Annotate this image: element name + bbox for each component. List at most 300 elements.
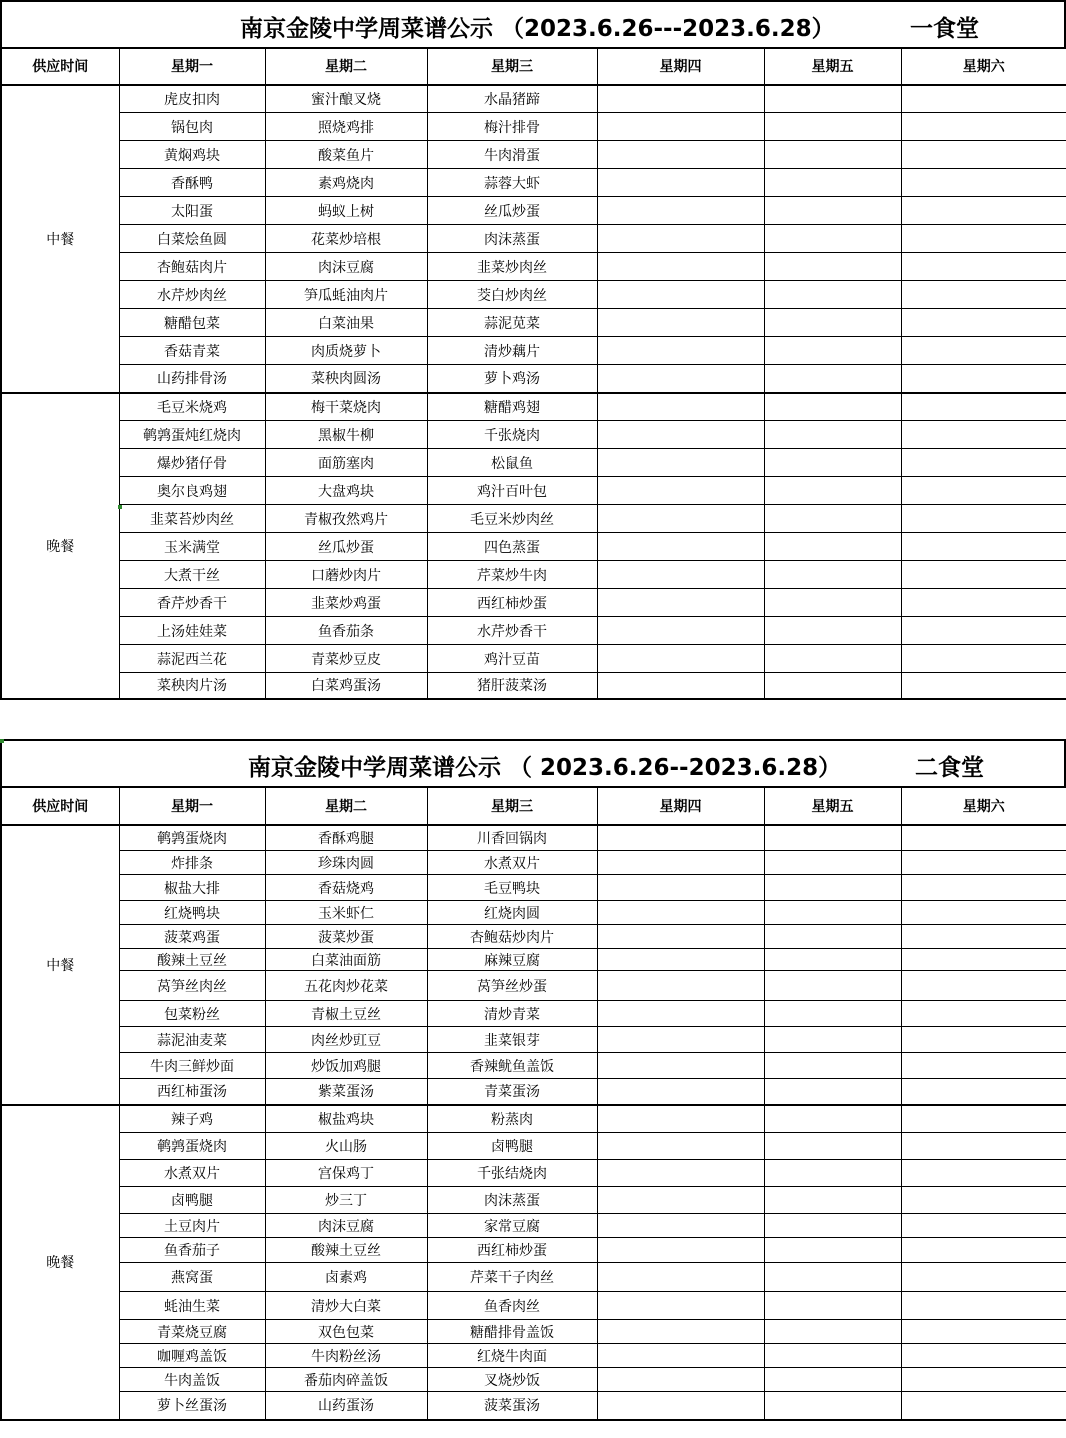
empty-day-cell	[901, 1001, 1066, 1027]
empty-day-cell	[597, 1263, 764, 1292]
column-header-day: 星期六	[901, 49, 1066, 85]
dish-cell: 山药蛋汤	[265, 1392, 427, 1420]
cell-comment-marker	[0, 739, 4, 743]
dish-cell: 酸辣土豆丝	[119, 949, 265, 971]
table-row	[1, 309, 1066, 337]
dish-cell: 大煮干丝	[119, 561, 265, 589]
empty-day-cell	[764, 449, 901, 477]
empty-day-cell	[597, 1133, 764, 1160]
dish-cell: 蒜泥油麦菜	[119, 1027, 265, 1053]
empty-day-cell	[764, 477, 901, 505]
menu-table	[0, 48, 1066, 700]
empty-day-cell	[901, 1079, 1066, 1105]
empty-day-cell	[597, 1053, 764, 1079]
table-row	[1, 197, 1066, 225]
table-row	[1, 421, 1066, 449]
dish-cell: 酸辣土豆丝	[265, 1238, 427, 1263]
dish-cell: 芹菜炒牛肉	[427, 561, 597, 589]
empty-day-cell	[901, 875, 1066, 901]
empty-day-cell	[901, 281, 1066, 309]
empty-day-cell	[764, 925, 901, 949]
empty-day-cell	[901, 1238, 1066, 1263]
dish-cell: 水煮双片	[119, 1160, 265, 1187]
meal-period-label: 晚餐	[1, 393, 119, 699]
empty-day-cell	[597, 673, 764, 699]
header-row	[1, 788, 1066, 825]
dish-cell: 香酥鸡腿	[265, 825, 427, 851]
column-header-day: 星期二	[265, 49, 427, 85]
empty-day-cell	[901, 1053, 1066, 1079]
table-row	[1, 1133, 1066, 1160]
column-header-day: 星期一	[119, 788, 265, 825]
empty-day-cell	[764, 875, 901, 901]
dish-cell: 玉米满堂	[119, 533, 265, 561]
canteen-name: 二食堂	[915, 755, 984, 781]
table-row	[1, 949, 1066, 971]
empty-day-cell	[597, 901, 764, 925]
dish-cell: 韭菜苔炒肉丝	[119, 505, 265, 533]
dish-cell: 椒盐鸡块	[265, 1105, 427, 1133]
column-header-day: 星期一	[119, 49, 265, 85]
table-row	[1, 169, 1066, 197]
dish-cell: 鱼香肉丝	[427, 1292, 597, 1320]
empty-day-cell	[764, 589, 901, 617]
empty-day-cell	[597, 85, 764, 113]
dish-cell: 炒饭加鸡腿	[265, 1053, 427, 1079]
dish-cell: 山药排骨汤	[119, 365, 265, 393]
dish-cell: 糖醋鸡翅	[427, 393, 597, 421]
dish-cell: 菠菜鸡蛋	[119, 925, 265, 949]
table-row	[1, 281, 1066, 309]
empty-day-cell	[901, 1320, 1066, 1344]
dish-cell: 糖醋排骨盖饭	[427, 1320, 597, 1344]
dish-cell: 黑椒牛柳	[265, 421, 427, 449]
empty-day-cell	[764, 169, 901, 197]
empty-day-cell	[597, 617, 764, 645]
dish-cell: 肉沫蒸蛋	[427, 225, 597, 253]
empty-day-cell	[901, 365, 1066, 393]
dish-cell: 咖喱鸡盖饭	[119, 1344, 265, 1368]
empty-day-cell	[764, 113, 901, 141]
dish-cell: 上汤娃娃菜	[119, 617, 265, 645]
meal-period-label: 晚餐	[1, 1105, 119, 1420]
empty-day-cell	[597, 1344, 764, 1368]
dish-cell: 杏鲍菇炒肉片	[427, 925, 597, 949]
dish-cell: 白菜油果	[265, 309, 427, 337]
dish-cell: 水芹炒香干	[427, 617, 597, 645]
empty-day-cell	[597, 421, 764, 449]
empty-day-cell	[901, 337, 1066, 365]
dish-cell: 鹌鹑蛋烧肉	[119, 825, 265, 851]
dish-cell: 韭菜银芽	[427, 1027, 597, 1053]
table-row	[1, 337, 1066, 365]
empty-day-cell	[597, 197, 764, 225]
table-row	[1, 85, 1066, 113]
empty-day-cell	[597, 1392, 764, 1420]
table-row	[1, 1238, 1066, 1263]
empty-day-cell	[901, 1160, 1066, 1187]
dish-cell: 炸排条	[119, 851, 265, 875]
dish-cell: 双色包菜	[265, 1320, 427, 1344]
empty-day-cell	[764, 1053, 901, 1079]
empty-day-cell	[764, 673, 901, 699]
empty-day-cell	[597, 281, 764, 309]
empty-day-cell	[901, 85, 1066, 113]
table-row	[1, 1368, 1066, 1392]
dish-cell: 毛豆米炒肉丝	[427, 505, 597, 533]
empty-day-cell	[764, 617, 901, 645]
empty-day-cell	[597, 505, 764, 533]
dish-cell: 肉质烧萝卜	[265, 337, 427, 365]
empty-day-cell	[764, 141, 901, 169]
table-row	[1, 1027, 1066, 1053]
dish-cell: 五花肉炒花菜	[265, 971, 427, 1001]
empty-day-cell	[597, 1292, 764, 1320]
empty-day-cell	[597, 141, 764, 169]
dish-cell: 茭白炒肉丝	[427, 281, 597, 309]
dish-cell: 口蘑炒肉片	[265, 561, 427, 589]
empty-day-cell	[597, 851, 764, 875]
table-row	[1, 253, 1066, 281]
empty-day-cell	[597, 645, 764, 673]
column-header-day: 星期五	[764, 788, 901, 825]
empty-day-cell	[597, 1214, 764, 1238]
dish-cell: 猪肝菠菜汤	[427, 673, 597, 699]
table-row	[1, 1053, 1066, 1079]
dish-cell: 牛肉三鲜炒面	[119, 1053, 265, 1079]
dish-cell: 菜秧肉圆汤	[265, 365, 427, 393]
empty-day-cell	[901, 1292, 1066, 1320]
table-row	[1, 393, 1066, 421]
empty-day-cell	[597, 1105, 764, 1133]
empty-day-cell	[764, 393, 901, 421]
table-row	[1, 1263, 1066, 1292]
menu-sheet-canteen-2	[0, 739, 1066, 1421]
dish-cell: 卤鸭腿	[119, 1187, 265, 1214]
dish-cell: 肉丝炒豇豆	[265, 1027, 427, 1053]
empty-day-cell	[764, 1238, 901, 1263]
empty-day-cell	[901, 477, 1066, 505]
table-row	[1, 1320, 1066, 1344]
empty-day-cell	[901, 1105, 1066, 1133]
dish-cell: 青椒孜然鸡片	[265, 505, 427, 533]
table-row	[1, 225, 1066, 253]
table-row	[1, 971, 1066, 1001]
empty-day-cell	[764, 1079, 901, 1105]
empty-day-cell	[901, 1214, 1066, 1238]
empty-day-cell	[901, 169, 1066, 197]
dish-cell: 西红柿炒蛋	[427, 1238, 597, 1263]
column-header-day: 星期二	[265, 788, 427, 825]
title-bar	[0, 0, 1066, 48]
dish-cell: 黄焖鸡块	[119, 141, 265, 169]
empty-day-cell	[901, 617, 1066, 645]
dish-cell: 爆炒猪仔骨	[119, 449, 265, 477]
table-row	[1, 1292, 1066, 1320]
empty-day-cell	[901, 1344, 1066, 1368]
empty-day-cell	[597, 393, 764, 421]
dish-cell: 笋瓜蚝油肉片	[265, 281, 427, 309]
dish-cell: 奥尔良鸡翅	[119, 477, 265, 505]
empty-day-cell	[764, 1001, 901, 1027]
empty-day-cell	[764, 825, 901, 851]
dish-cell: 玉米虾仁	[265, 901, 427, 925]
meal-period-label: 中餐	[1, 85, 119, 393]
dish-cell: 酸菜鱼片	[265, 141, 427, 169]
dish-cell: 菠菜炒蛋	[265, 925, 427, 949]
empty-day-cell	[597, 925, 764, 949]
empty-day-cell	[597, 875, 764, 901]
empty-day-cell	[597, 561, 764, 589]
dish-cell: 花菜炒培根	[265, 225, 427, 253]
dish-cell: 粉蒸肉	[427, 1105, 597, 1133]
table-row	[1, 477, 1066, 505]
dish-cell: 大盘鸡块	[265, 477, 427, 505]
empty-day-cell	[901, 449, 1066, 477]
empty-day-cell	[901, 309, 1066, 337]
table-row	[1, 505, 1066, 533]
table-row	[1, 1392, 1066, 1420]
dish-cell: 梅汁排骨	[427, 113, 597, 141]
empty-day-cell	[901, 589, 1066, 617]
empty-day-cell	[901, 851, 1066, 875]
dish-cell: 杏鲍菇肉片	[119, 253, 265, 281]
table-row	[1, 645, 1066, 673]
empty-day-cell	[597, 113, 764, 141]
empty-day-cell	[597, 1368, 764, 1392]
page-title: 南京金陵中学周菜谱公示 （2023.6.26---2023.6.28）	[240, 16, 835, 42]
empty-day-cell	[901, 949, 1066, 971]
dish-cell: 莴笋丝炒蛋	[427, 971, 597, 1001]
dish-cell: 鱼香茄条	[265, 617, 427, 645]
dish-cell: 蒜泥苋菜	[427, 309, 597, 337]
empty-day-cell	[597, 825, 764, 851]
empty-day-cell	[764, 197, 901, 225]
empty-day-cell	[597, 169, 764, 197]
column-header-day: 星期六	[901, 788, 1066, 825]
empty-day-cell	[764, 309, 901, 337]
dish-cell: 鸡汁百叶包	[427, 477, 597, 505]
column-header-day: 星期五	[764, 49, 901, 85]
empty-day-cell	[764, 851, 901, 875]
dish-cell: 菠菜蛋汤	[427, 1392, 597, 1420]
empty-day-cell	[597, 253, 764, 281]
empty-day-cell	[901, 1187, 1066, 1214]
empty-day-cell	[764, 901, 901, 925]
dish-cell: 叉烧炒饭	[427, 1368, 597, 1392]
table-row	[1, 901, 1066, 925]
dish-cell: 萝卜丝蛋汤	[119, 1392, 265, 1420]
empty-day-cell	[764, 533, 901, 561]
dish-cell: 丝瓜炒蛋	[265, 533, 427, 561]
empty-day-cell	[597, 1320, 764, 1344]
dish-cell: 面筋塞肉	[265, 449, 427, 477]
dish-cell: 毛豆鸭块	[427, 875, 597, 901]
dish-cell: 韭菜炒鸡蛋	[265, 589, 427, 617]
empty-day-cell	[901, 533, 1066, 561]
dish-cell: 松鼠鱼	[427, 449, 597, 477]
dish-cell: 太阳蛋	[119, 197, 265, 225]
dish-cell: 清炒青菜	[427, 1001, 597, 1027]
dish-cell: 糖醋包菜	[119, 309, 265, 337]
empty-day-cell	[764, 949, 901, 971]
dish-cell: 毛豆米烧鸡	[119, 393, 265, 421]
dish-cell: 清炒藕片	[427, 337, 597, 365]
dish-cell: 千张烧肉	[427, 421, 597, 449]
empty-day-cell	[597, 1238, 764, 1263]
title-bar	[0, 739, 1066, 787]
menu-sheet-canteen-1	[0, 0, 1066, 700]
empty-day-cell	[597, 365, 764, 393]
page-title: 南京金陵中学周菜谱公示 （ 2023.6.26--2023.6.28）	[248, 755, 842, 781]
empty-day-cell	[764, 85, 901, 113]
table-row	[1, 1079, 1066, 1105]
empty-day-cell	[901, 113, 1066, 141]
dish-cell: 蒜泥西兰花	[119, 645, 265, 673]
dish-cell: 莴笋丝肉丝	[119, 971, 265, 1001]
dish-cell: 梅干菜烧肉	[265, 393, 427, 421]
dish-cell: 香酥鸭	[119, 169, 265, 197]
empty-day-cell	[597, 533, 764, 561]
table-row	[1, 1001, 1066, 1027]
empty-day-cell	[764, 281, 901, 309]
empty-day-cell	[901, 925, 1066, 949]
empty-day-cell	[901, 1263, 1066, 1292]
dish-cell: 肉沫蒸蛋	[427, 1187, 597, 1214]
dish-cell: 番茄肉碎盖饭	[265, 1368, 427, 1392]
table-row	[1, 673, 1066, 699]
empty-day-cell	[597, 971, 764, 1001]
canteen-name: 一食堂	[910, 16, 979, 42]
header-row	[1, 49, 1066, 85]
empty-day-cell	[901, 421, 1066, 449]
empty-day-cell	[597, 1160, 764, 1187]
column-header-time: 供应时间	[1, 788, 119, 825]
dish-cell: 火山肠	[265, 1133, 427, 1160]
dish-cell: 锅包肉	[119, 113, 265, 141]
dish-cell: 丝瓜炒蛋	[427, 197, 597, 225]
dish-cell: 卤素鸡	[265, 1263, 427, 1292]
empty-day-cell	[764, 365, 901, 393]
empty-day-cell	[901, 901, 1066, 925]
dish-cell: 红烧牛肉面	[427, 1344, 597, 1368]
dish-cell: 水煮双片	[427, 851, 597, 875]
empty-day-cell	[597, 309, 764, 337]
column-header-day: 星期四	[597, 49, 764, 85]
empty-day-cell	[764, 1133, 901, 1160]
dish-cell: 香菇青菜	[119, 337, 265, 365]
dish-cell: 素鸡烧肉	[265, 169, 427, 197]
empty-day-cell	[901, 971, 1066, 1001]
table-row	[1, 1105, 1066, 1133]
empty-day-cell	[764, 225, 901, 253]
dish-cell: 千张结烧肉	[427, 1160, 597, 1187]
dish-cell: 鹌鹑蛋烧肉	[119, 1133, 265, 1160]
dish-cell: 香辣鱿鱼盖饭	[427, 1053, 597, 1079]
dish-cell: 宫保鸡丁	[265, 1160, 427, 1187]
meal-period-label: 中餐	[1, 825, 119, 1105]
dish-cell: 炒三丁	[265, 1187, 427, 1214]
empty-day-cell	[764, 561, 901, 589]
dish-cell: 韭菜炒肉丝	[427, 253, 597, 281]
table-row	[1, 825, 1066, 851]
table-row	[1, 875, 1066, 901]
dish-cell: 水芹炒肉丝	[119, 281, 265, 309]
dish-cell: 四色蒸蛋	[427, 533, 597, 561]
dish-cell: 肉沫豆腐	[265, 1214, 427, 1238]
table-row	[1, 449, 1066, 477]
empty-day-cell	[764, 1292, 901, 1320]
dish-cell: 西红柿蛋汤	[119, 1079, 265, 1105]
dish-cell: 蒜蓉大虾	[427, 169, 597, 197]
empty-day-cell	[597, 225, 764, 253]
column-header-day: 星期三	[427, 49, 597, 85]
table-row	[1, 925, 1066, 949]
dish-cell: 麻辣豆腐	[427, 949, 597, 971]
dish-cell: 青椒土豆丝	[265, 1001, 427, 1027]
empty-day-cell	[901, 253, 1066, 281]
dish-cell: 牛肉滑蛋	[427, 141, 597, 169]
empty-day-cell	[764, 1263, 901, 1292]
dish-cell: 椒盐大排	[119, 875, 265, 901]
dish-cell: 照烧鸡排	[265, 113, 427, 141]
empty-day-cell	[901, 393, 1066, 421]
dish-cell: 紫菜蛋汤	[265, 1079, 427, 1105]
dish-cell: 红烧鸭块	[119, 901, 265, 925]
empty-day-cell	[901, 141, 1066, 169]
dish-cell: 鱼香茄子	[119, 1238, 265, 1263]
table-row	[1, 1187, 1066, 1214]
table-row	[1, 561, 1066, 589]
empty-day-cell	[901, 825, 1066, 851]
column-header-day: 星期三	[427, 788, 597, 825]
menu-table	[0, 787, 1066, 1421]
cell-comment-marker	[118, 505, 122, 509]
empty-day-cell	[597, 1079, 764, 1105]
empty-day-cell	[764, 971, 901, 1001]
empty-day-cell	[764, 1368, 901, 1392]
empty-day-cell	[764, 1160, 901, 1187]
empty-day-cell	[901, 1027, 1066, 1053]
dish-cell: 蜜汁酿叉烧	[265, 85, 427, 113]
empty-day-cell	[597, 1027, 764, 1053]
table-row	[1, 617, 1066, 645]
dish-cell: 牛肉盖饭	[119, 1368, 265, 1392]
empty-day-cell	[764, 1344, 901, 1368]
table-row	[1, 851, 1066, 875]
table-row	[1, 365, 1066, 393]
table-row	[1, 1214, 1066, 1238]
empty-day-cell	[764, 337, 901, 365]
empty-day-cell	[901, 1368, 1066, 1392]
dish-cell: 包菜粉丝	[119, 1001, 265, 1027]
dish-cell: 蚝油生菜	[119, 1292, 265, 1320]
empty-day-cell	[764, 1214, 901, 1238]
empty-day-cell	[901, 673, 1066, 699]
dish-cell: 红烧肉圆	[427, 901, 597, 925]
dish-cell: 珍珠肉圆	[265, 851, 427, 875]
column-header-time: 供应时间	[1, 49, 119, 85]
dish-cell: 白菜烩鱼圆	[119, 225, 265, 253]
dish-cell: 清炒大白菜	[265, 1292, 427, 1320]
empty-day-cell	[764, 645, 901, 673]
empty-day-cell	[764, 1320, 901, 1344]
empty-day-cell	[764, 421, 901, 449]
table-row	[1, 589, 1066, 617]
empty-day-cell	[764, 1392, 901, 1420]
dish-cell: 水晶猪蹄	[427, 85, 597, 113]
dish-cell: 白菜油面筋	[265, 949, 427, 971]
